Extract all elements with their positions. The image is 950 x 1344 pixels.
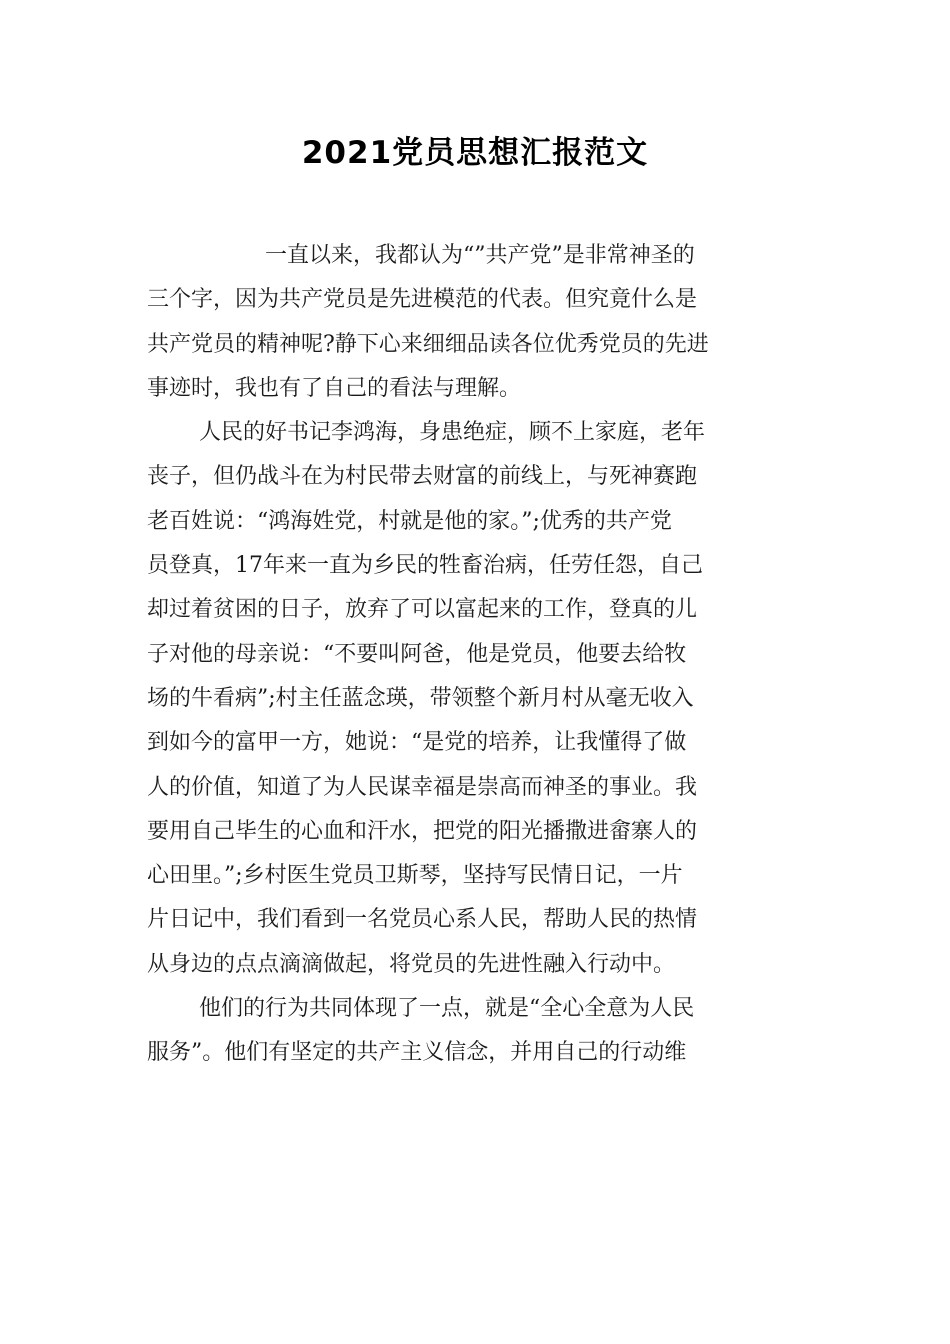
text-line: 场的牛看病”;村主任蓝念瑛，带领整个新月村从毫无收入 bbox=[147, 685, 694, 711]
text-line: 他们的行为共同体现了一点，就是“全心全意为人民 bbox=[199, 996, 695, 1022]
text-line: 三个字，因为共产党员是先进模范的代表。但究竟什么是 bbox=[147, 287, 698, 313]
text-line: 老百姓说：“鸿海姓党，村就是他的家。”;优秀的共产党 bbox=[147, 508, 672, 534]
text-line: 员登真，17年来一直为乡民的牲畜治病，任劳任怨，自己 bbox=[147, 553, 703, 579]
text-line: 丧子，但仍战斗在为村民带去财富的前线上，与死神赛跑 bbox=[147, 464, 698, 490]
text-line: 人的价值，知道了为人民谋幸福是崇高而神圣的事业。我 bbox=[147, 774, 698, 800]
text-line: 要用自己毕生的心血和汗水，把党的阳光播撒进畲寨人的 bbox=[147, 818, 698, 844]
text-line: 一直以来，我都认为“”共产党”是非常神圣的 bbox=[265, 243, 695, 268]
text-line: 人民的好书记李鸿海，身患绝症，顾不上家庭，老年 bbox=[199, 420, 706, 446]
text-line: 却过着贫困的日子，放弃了可以富起来的工作，登真的儿 bbox=[147, 597, 698, 623]
text-line: 事迹时，我也有了自己的看法与理解。 bbox=[147, 375, 522, 401]
text-line: 到如今的富甲一方，她说：“是党的培养，让我懂得了做 bbox=[147, 730, 687, 756]
text-line: 心田里。”;乡村医生党员卫斯琴，坚持写民情日记，一片 bbox=[147, 863, 683, 889]
text-line: 片日记中，我们看到一名党员心系人民，帮助人民的热情 bbox=[147, 907, 698, 933]
text-line: 从身边的点点滴滴做起，将党员的先进性融入行动中。 bbox=[147, 951, 676, 977]
text-line: 子对他的母亲说：“不要叫阿爸，他是党员，他要去给牧 bbox=[147, 641, 687, 667]
text-line: 服务”。他们有坚定的共产主义信念，并用自己的行动维 bbox=[147, 1040, 687, 1066]
document-body bbox=[147, 234, 807, 1076]
text-line: 共产党员的精神呢?静下心来细细品读各位优秀党员的先进 bbox=[147, 331, 709, 357]
document-title: 2021党员思想汇报范文 bbox=[301, 135, 649, 171]
